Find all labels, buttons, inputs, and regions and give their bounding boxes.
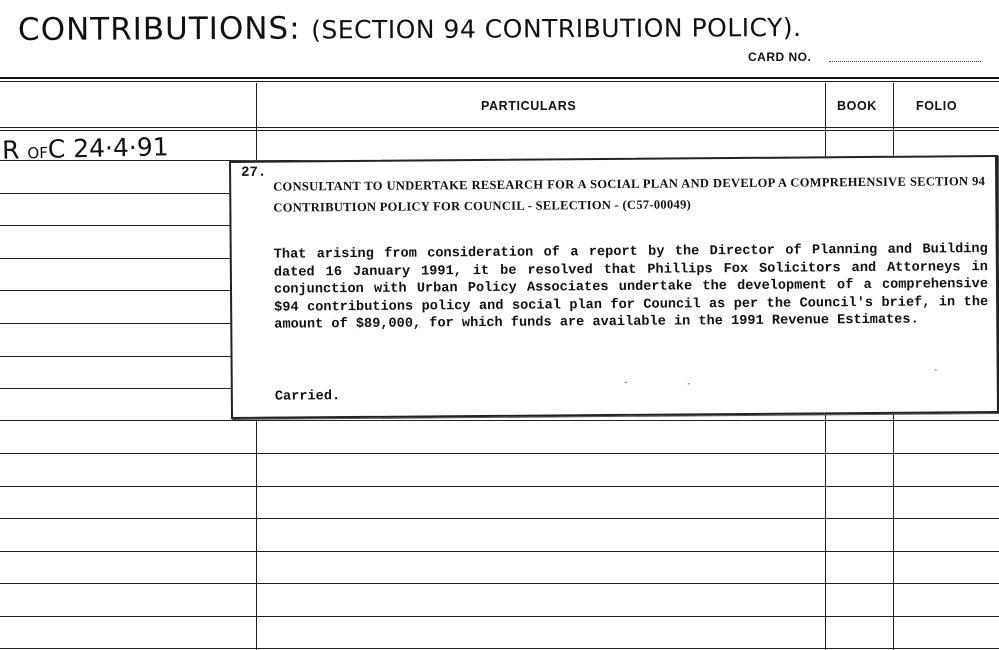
row-rule xyxy=(0,453,999,454)
clipping-body: That arising from consideration of a report by the Director of Planning and Building dated 16 January 1991, it be resolved that Phillips Fox Solicitors and Attorneys in conjunction with Urban Policy Associates undertake the development of a comprehensive $94 contributions policy and social plan for Council as per the Council's brief, in the amount of $89,000, for which funds are available in the 1991 Revenue Estimates. xyxy=(273,242,989,333)
card-no-line xyxy=(829,61,981,62)
header-bottom-rule-2 xyxy=(0,130,999,131)
paper-speck xyxy=(688,383,690,384)
row-rule xyxy=(0,486,999,487)
clipping-heading: CONSULTANT TO UNDERTAKE RESEARCH FOR A SOCIAL PLAN AND DEVELOP A COMPREHENSIVE SECTION 94 CONTRIBUTION POLICY FOR COUNCIL - SELECTION - (C57-00049) xyxy=(273,174,986,215)
heading-sub: (SECTION 94 CONTRIBUTION POLICY). xyxy=(311,12,802,45)
card-heading xyxy=(18,8,802,48)
entry-date-value: 24·4·91 xyxy=(72,132,169,164)
header-bottom-rule xyxy=(0,127,999,128)
row-rule xyxy=(0,551,999,552)
entry-date-c: C xyxy=(47,134,66,164)
column-particulars: PARTICULARS xyxy=(481,99,577,113)
heading-main: CONTRIBUTIONS: xyxy=(17,10,301,49)
entry-date-of: OF xyxy=(27,143,49,163)
paper-speck xyxy=(935,369,937,370)
row-rule xyxy=(0,420,999,421)
item-number: 27. xyxy=(241,164,267,181)
header-top-rule xyxy=(0,77,999,79)
row-rule xyxy=(0,648,999,649)
row-rule xyxy=(0,583,999,584)
card-no-label: CARD NO. xyxy=(748,50,812,64)
column-folio: FOLIO xyxy=(916,99,958,113)
header-top-rule-2 xyxy=(0,81,999,82)
column-book: BOOK xyxy=(837,99,877,113)
entry-date xyxy=(2,132,169,164)
entry-date-prefix: R xyxy=(1,135,20,165)
paper-speck xyxy=(625,382,627,383)
minute-clipping xyxy=(229,155,999,419)
row-rule xyxy=(0,518,999,519)
resolution-status: Carried. xyxy=(274,389,341,405)
row-rule xyxy=(0,616,999,617)
